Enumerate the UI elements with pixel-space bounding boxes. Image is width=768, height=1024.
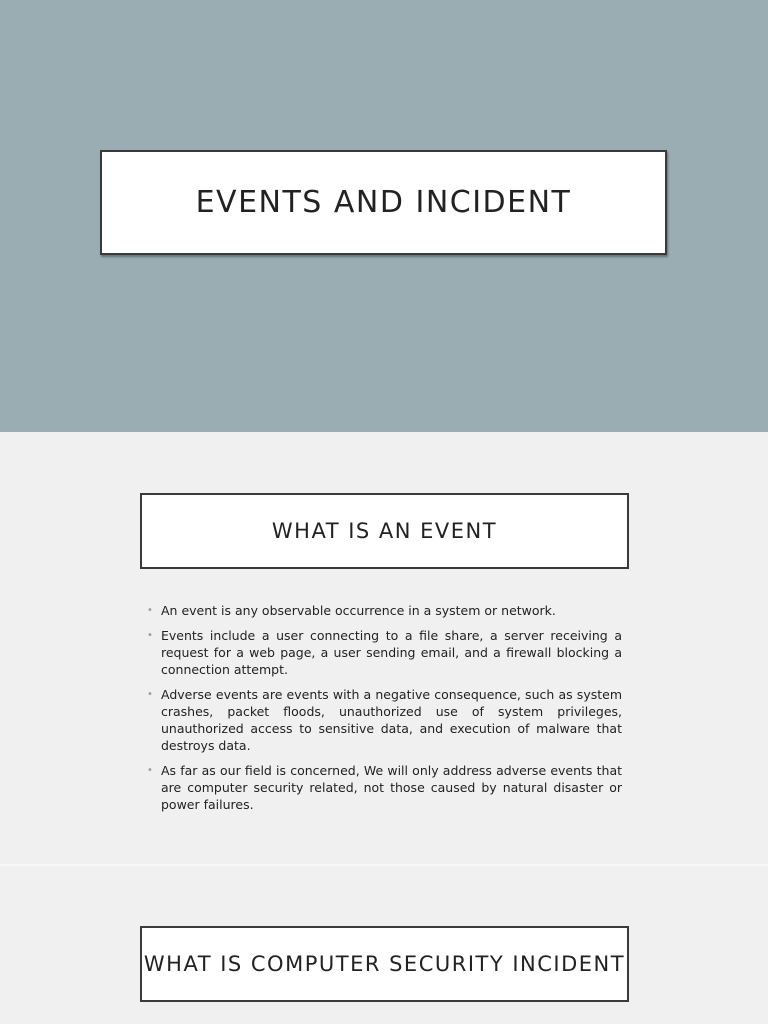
bullet-icon: • (147, 630, 153, 641)
bullet-text: An event is any observable occurrence in a system or network. (161, 603, 556, 618)
title-slide (0, 0, 768, 432)
incident-heading: WHAT IS COMPUTER SECURITY INCIDENT (143, 951, 626, 976)
bullet-icon: • (147, 605, 153, 616)
slide-title: EVENTS AND INCIDENT (195, 185, 572, 220)
bullet-text: Events include a user connecting to a file share, a server receiving a request for a web page, a user sending email, and a firewall blocking a connection attempt. (161, 628, 622, 677)
bullet-icon: • (147, 689, 153, 700)
incident-slide (0, 866, 768, 1024)
event-bullet-list (147, 602, 622, 821)
bullet-text: Adverse events are events with a negative consequence, such as system crashes, packet floods, unauthorized use of system privileges, unauthorized access to sensitive data, and execution of malware that destroys data. (161, 687, 622, 753)
event-heading-box (140, 493, 629, 569)
event-slide (0, 432, 768, 864)
bullet-item (147, 686, 622, 754)
bullet-item (147, 602, 622, 619)
event-heading: WHAT IS AN EVENT (271, 518, 498, 543)
bullet-icon: • (147, 765, 153, 776)
bullet-item (147, 762, 622, 813)
bullet-text: As far as our field is concerned, We will only address adverse events that are computer security related, not those caused by natural disaster or power failures. (161, 763, 622, 812)
bullet-item (147, 627, 622, 678)
title-box (100, 150, 667, 255)
incident-heading-box (140, 926, 629, 1002)
